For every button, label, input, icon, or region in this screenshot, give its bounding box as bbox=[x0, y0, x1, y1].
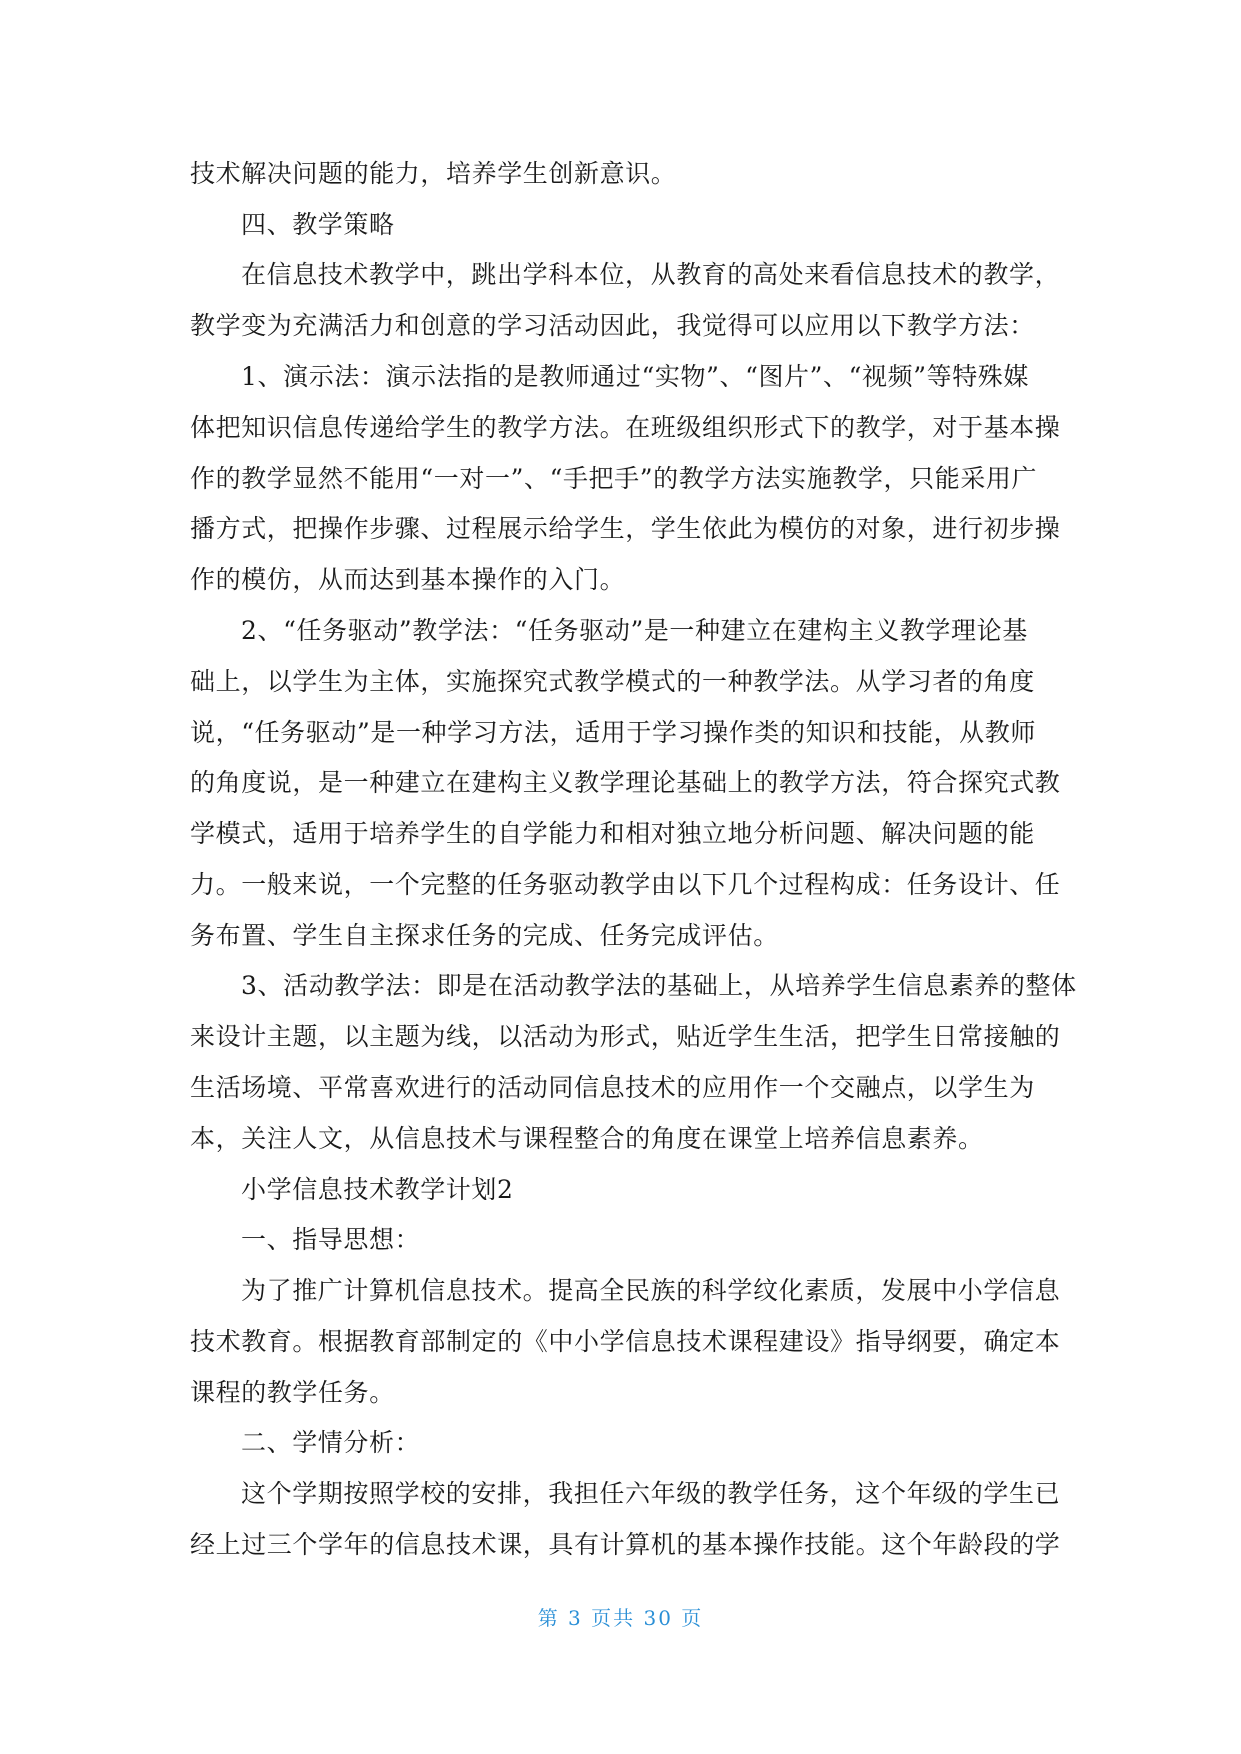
body-text-line: 经上过三个学年的信息技术课，具有计算机的基本操作技能。这个年龄段的学 bbox=[190, 1530, 1061, 1559]
body-text-line: 这个学期按照学校的安排，我担任六年级的教学任务，这个年级的学生已 bbox=[241, 1479, 1061, 1508]
body-text-line: 作的模仿，从而达到基本操作的入门。 bbox=[190, 565, 626, 594]
body-text-line: 课程的教学任务。 bbox=[190, 1378, 395, 1407]
page-number-footer: 第 3 页共 30 页 bbox=[537, 1606, 704, 1630]
body-text-line: 说，“任务驱动”是一种学习方法，适用于学习操作类的知识和技能，从教师 bbox=[190, 718, 1036, 747]
body-text-line: 1、演示法：演示法指的是教师通过“实物”、“图片”、“视频”等特殊媒 bbox=[241, 362, 1029, 391]
body-text-line: 务布置、学生自主探求任务的完成、任务完成评估。 bbox=[190, 921, 779, 950]
body-text-line: 学模式，适用于培养学生的自学能力和相对独立地分析问题、解决问题的能 bbox=[190, 819, 1035, 848]
body-text-line: 来设计主题，以主题为线，以活动为形式，贴近学生生活，把学生日常接触的 bbox=[190, 1022, 1061, 1051]
body-text-line: 作的教学显然不能用“一对一”、“手把手”的教学方法实施教学，只能采用广 bbox=[190, 464, 1038, 493]
body-text-line: 体把知识信息传递给学生的教学方法。在班级组织形式下的教学，对于基本操 bbox=[190, 413, 1061, 442]
section-heading: 二、学情分析： bbox=[241, 1428, 421, 1457]
body-text-line: 础上，以学生为主体，实施探究式教学模式的一种教学法。从学习者的角度 bbox=[190, 667, 1035, 696]
body-text-line: 生活场境、平常喜欢进行的活动同信息技术的应用作一个交融点，以学生为 bbox=[190, 1073, 1035, 1102]
body-text-line: 为了推广计算机信息技术。提高全民族的科学纹化素质，发展中小学信息 bbox=[241, 1276, 1061, 1305]
body-text-line: 技术教育。根据教育部制定的《中小学信息技术课程建设》指导纲要，确定本 bbox=[190, 1327, 1061, 1356]
body-text-line: 本，关注人文，从信息技术与课程整合的角度在课堂上培养信息素养。 bbox=[190, 1124, 984, 1153]
body-text-line: 播方式，把操作步骤、过程展示给学生，学生依此为模仿的对象，进行初步操 bbox=[190, 514, 1061, 543]
body-text-line: 技术解决问题的能力，培养学生创新意识。 bbox=[190, 159, 677, 188]
section-heading: 四、教学策略 bbox=[241, 210, 395, 239]
body-text-line: 2、“任务驱动”教学法：“任务驱动”是一种建立在建构主义教学理论基 bbox=[241, 616, 1028, 645]
section-heading: 一、指导思想： bbox=[241, 1225, 421, 1254]
body-text-line: 3、活动教学法：即是在活动教学法的基础上，从培养学生信息素养的整体 bbox=[241, 971, 1077, 1000]
section-heading: 小学信息技术教学计划2 bbox=[241, 1175, 514, 1204]
body-text-line: 力。一般来说，一个完整的任务驱动教学由以下几个过程构成：任务设计、任 bbox=[190, 870, 1061, 899]
body-text-line: 在信息技术教学中，跳出学科本位，从教育的高处来看信息技术的教学， bbox=[241, 260, 1061, 289]
body-text-line: 的角度说，是一种建立在建构主义教学理论基础上的教学方法，符合探究式教 bbox=[190, 768, 1061, 797]
body-text-line: 教学变为充满活力和创意的学习活动因此，我觉得可以应用以下教学方法： bbox=[190, 311, 1035, 340]
